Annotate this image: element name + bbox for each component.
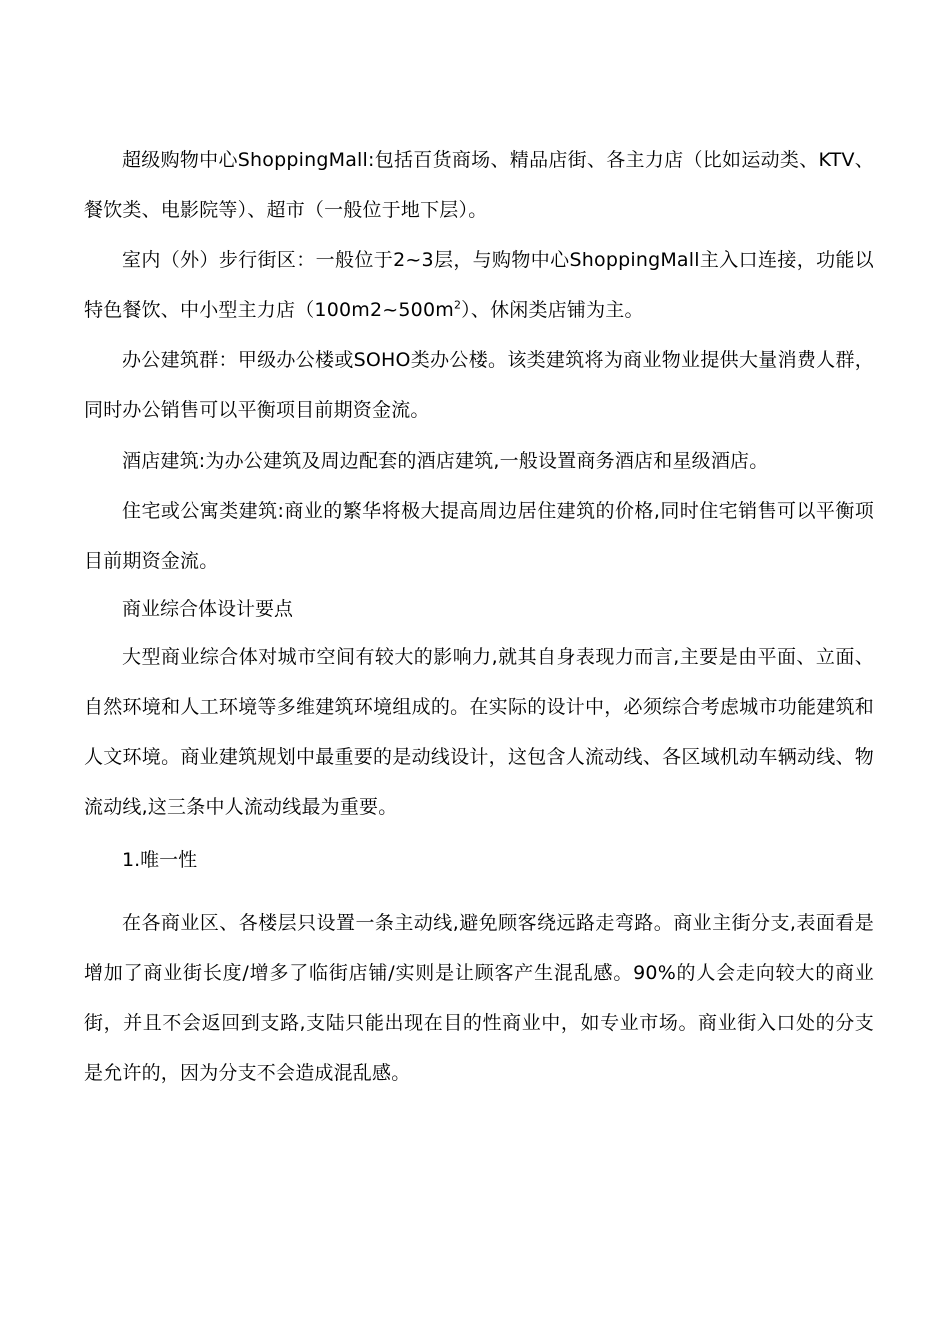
- section-heading-uniqueness: 1.唯一性: [122, 849, 198, 871]
- paragraph-shopping-mall: 超级购物中心ShoppingMall:包括百货商场、精品店街、各主力店（比如运动类、KTV、餐饮类、电影院等）、超市（一般位于地下层）。: [84, 149, 874, 221]
- paragraph-design-overview: 大型商业综合体对城市空间有较大的影响力,就其自身表现力而言,主要是由平面、立面、自然环境和人工环境等多维建筑环境组成的。在实际的设计中，必须综合考虑城市功能建筑和人文环境。商业建筑规划中最重要的是动线设计，这包含人流动线、各区域机动车辆动线、物流动线,这三条中人流动线最为重要。: [84, 646, 874, 818]
- paragraph-pedestrian-street-text: 室内（外）步行街区：一般位于2~3层，与购物中心ShoppingMall主入口连接，功能以特色餐饮、中小型主力店（100m2~500m: [84, 249, 874, 321]
- superscript-2: 2: [453, 298, 462, 312]
- section-heading-design-points: 商业综合体设计要点: [122, 598, 294, 620]
- paragraph-hotel-buildings: 酒店建筑:为办公建筑及周边配套的酒店建筑,一般设置商务酒店和星级酒店。: [122, 450, 769, 472]
- paragraph-residential-buildings: 住宅或公寓类建筑:商业的繁华将极大提高周边居住建筑的价格,同时住宅销售可以平衡项目前期资金流。: [84, 500, 874, 572]
- paragraph-uniqueness: 在各商业区、各楼层只设置一条主动线,避免顾客绕远路走弯路。商业主街分支,表面看是增加了商业街长度/增多了临街店铺/实则是让顾客产生混乱感。90%的人会走向较大的商业街，并且不会返回到支路,支陆只能出现在目的性商业中，如专业市场。商业街入口处的分支是允许的，因为分支不会造成混乱感。: [84, 912, 874, 1084]
- paragraph-office-buildings: 办公建筑群：甲级办公楼或SOHO类办公楼。该类建筑将为商业物业提供大量消费人群，同时办公销售可以平衡项目前期资金流。: [84, 349, 874, 421]
- paragraph-pedestrian-street: [84, 235, 874, 335]
- paragraph-pedestrian-street-tail: ）、休闲类店铺为主。: [461, 299, 644, 321]
